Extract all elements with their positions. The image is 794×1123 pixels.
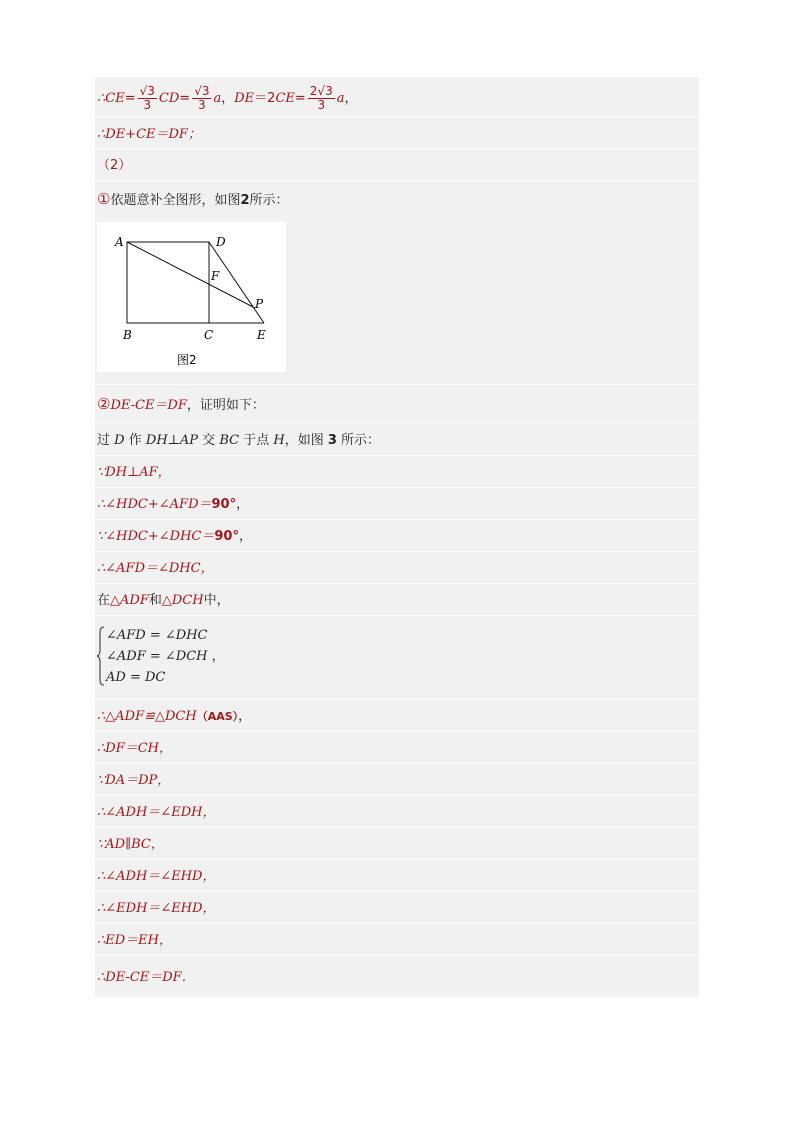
- frac-den: 3: [143, 98, 152, 112]
- label-C: C: [204, 328, 214, 342]
- t: DH⊥AP: [145, 433, 199, 448]
- line-3: （2）: [97, 158, 132, 173]
- comma: ，: [238, 529, 252, 544]
- label-F: F: [211, 269, 220, 283]
- line-14: ∵DA＝DP，: [97, 773, 171, 788]
- figure-2: [97, 222, 286, 372]
- t: 作: [128, 433, 142, 448]
- t: 3: [327, 433, 337, 448]
- paren: （AAS）: [196, 710, 239, 723]
- t: 中，: [203, 593, 230, 608]
- t: 所示：: [341, 433, 381, 448]
- text-cd: CD: [158, 91, 180, 106]
- expr: ∴∠HDC+∠AFD＝: [97, 497, 212, 512]
- divider: [95, 615, 699, 616]
- line-1: [95, 85, 699, 113]
- comma: ，: [211, 649, 225, 664]
- frac-num: √3: [139, 84, 155, 98]
- line-13: ∴DF＝CH，: [97, 741, 172, 756]
- t: 于点: [243, 433, 270, 448]
- t: ，如图: [284, 433, 324, 448]
- divider: [95, 551, 699, 552]
- fig-number: 2: [240, 193, 250, 208]
- label-D: D: [216, 235, 226, 249]
- line-2: ∴DE+CE＝DF；: [97, 127, 201, 142]
- label-P: P: [255, 297, 264, 311]
- divider: [95, 827, 699, 828]
- value: 90°: [211, 497, 237, 512]
- circled-1: ①: [97, 190, 111, 208]
- line-5-tail: ，证明如下：: [186, 398, 265, 413]
- divider: [95, 795, 699, 796]
- comma: ，: [344, 91, 358, 106]
- t: 在: [97, 593, 111, 608]
- t: 交: [202, 433, 216, 448]
- figure-2-diagram: [97, 222, 286, 372]
- divider: [95, 422, 699, 423]
- divider: [95, 891, 699, 892]
- t: H: [273, 433, 285, 448]
- text-ce: CE: [275, 91, 295, 106]
- line-15: ∴∠ADH＝∠EDH，: [97, 805, 216, 820]
- value: 90°: [214, 529, 239, 544]
- line-7: ∵DH⊥AF，: [97, 465, 171, 480]
- divider: [95, 699, 699, 700]
- system-eq-2: [106, 647, 225, 667]
- divider: [95, 731, 699, 732]
- divider: [95, 116, 699, 117]
- expr: ∵∠HDC+∠DHC＝: [97, 529, 215, 544]
- divider: [95, 859, 699, 860]
- line-11: [95, 591, 699, 611]
- divider: [95, 455, 699, 456]
- divider: [95, 923, 699, 924]
- comma: ，: [236, 497, 250, 512]
- t: △ADF: [110, 593, 149, 608]
- line-20: ∴DE-CE＝DF．: [97, 970, 195, 985]
- label-B: B: [123, 328, 132, 342]
- eq2: ∠ADF = ∠DCH: [106, 649, 208, 664]
- equals: =: [179, 91, 191, 106]
- divider: [95, 180, 699, 181]
- line-6: [95, 431, 699, 451]
- divider: [95, 487, 699, 488]
- line-17: ∴∠ADH＝∠EHD，: [97, 869, 216, 884]
- line-16: ∵AD∥BC，: [97, 837, 164, 852]
- equals: =: [294, 91, 306, 106]
- comma: ，: [238, 709, 252, 724]
- equals: =: [124, 91, 136, 106]
- text-ce: ∴CE: [97, 91, 125, 106]
- equation-system: [97, 626, 297, 690]
- circled-2: ②: [97, 395, 111, 413]
- label-E: E: [257, 328, 266, 342]
- label-A: A: [115, 235, 124, 249]
- frac-num: 2√3: [309, 84, 333, 98]
- t: 过: [97, 433, 111, 448]
- line-4-text: 依题意补全图形，如图: [110, 193, 241, 208]
- text-eq-2: ＝2: [254, 91, 276, 106]
- text-de: DE: [234, 91, 255, 106]
- divider: [95, 384, 699, 385]
- line-4-tail: 所示：: [249, 193, 289, 208]
- line-19: ∴ED＝EH，: [97, 933, 173, 948]
- line-5-expr: DE-CE＝DF: [110, 398, 187, 413]
- t: △DCH: [161, 593, 204, 608]
- text-a: a: [336, 91, 345, 106]
- text-a: a: [213, 91, 222, 106]
- line-4: [95, 189, 699, 211]
- line-12: [95, 707, 699, 727]
- fraction-sqrt3-over-3: [138, 85, 157, 112]
- divider: [95, 148, 699, 149]
- divider: [95, 583, 699, 584]
- line-8: [95, 495, 699, 515]
- frac-den: 3: [198, 98, 206, 112]
- divider: [95, 763, 699, 764]
- line-18: ∴∠EDH＝∠EHD，: [97, 901, 216, 916]
- divider: [95, 519, 699, 520]
- divider: [95, 955, 699, 956]
- frac-num: √3: [194, 84, 210, 98]
- frac-den: 3: [317, 98, 326, 112]
- t: 和: [148, 593, 162, 608]
- line-5: [95, 394, 699, 416]
- comma: ，: [221, 91, 235, 106]
- figure-caption: 图2: [177, 353, 197, 367]
- t: BC: [219, 433, 240, 448]
- fraction-sqrt3-over-3: [192, 85, 211, 112]
- system-eq-1: ∠AFD = ∠DHC: [106, 628, 208, 643]
- expr: ∴△ADF≌△DCH: [97, 709, 197, 724]
- line-9: [95, 527, 699, 547]
- t: D: [114, 433, 125, 448]
- fraction-2sqrt3-over-3: [308, 85, 335, 112]
- system-eq-3: AD = DC: [106, 670, 166, 685]
- left-brace-icon: [97, 626, 105, 686]
- line-10: ∴∠AFD＝∠DHC，: [97, 561, 214, 576]
